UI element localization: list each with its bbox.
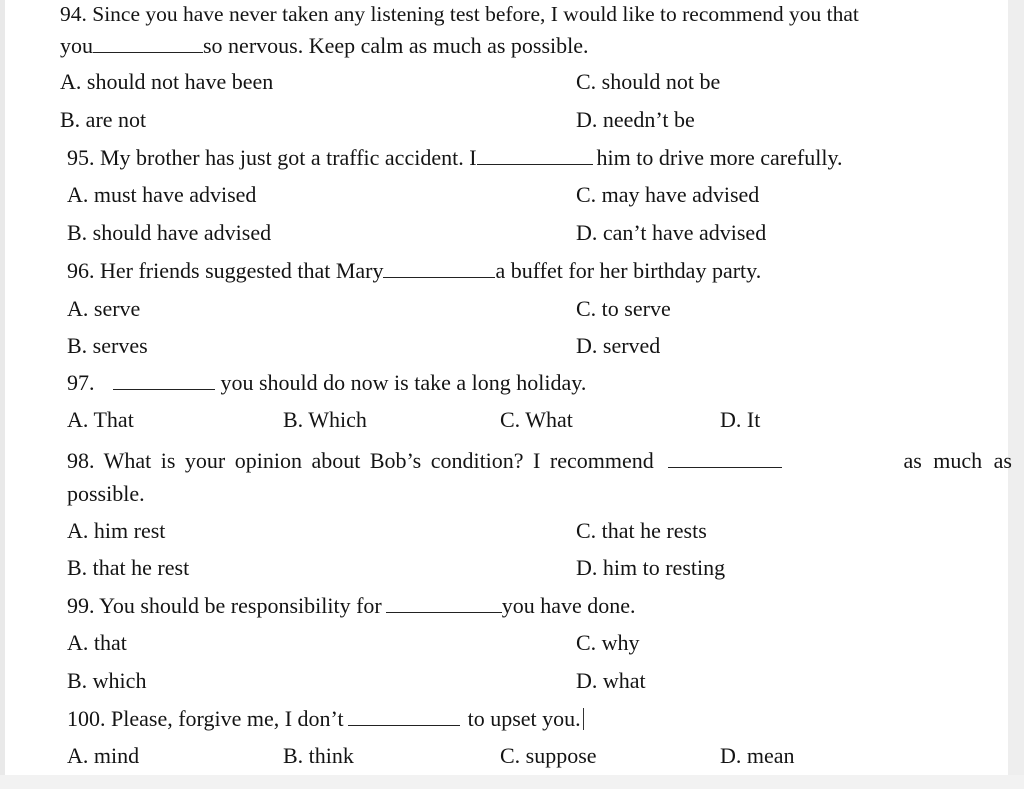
q94-option-d[interactable]: D. needn’t be xyxy=(576,107,695,132)
q96-stem xyxy=(67,258,761,284)
q97-stem xyxy=(67,370,586,396)
q98-option-d[interactable]: D. him to resting xyxy=(576,555,726,580)
q94-stem-line2 xyxy=(60,33,589,59)
q95-option-a[interactable]: A. must have advised xyxy=(67,182,257,207)
q94-stem-line1: 94. Since you have never taken any listening test before, I would like to recommend you that xyxy=(60,2,859,26)
q95-option-d[interactable]: D. can’t have advised xyxy=(576,220,767,245)
q100-option-d[interactable]: D. mean xyxy=(720,743,795,768)
q97-option-b[interactable]: B. Which xyxy=(283,407,367,432)
q95-stem-before: 95. My brother has just got a traffic accident. I xyxy=(67,145,477,170)
left-edge-shadow xyxy=(0,0,5,789)
q99-answer-blank[interactable] xyxy=(386,594,502,613)
q96-option-d[interactable]: D. served xyxy=(576,333,661,358)
q96-stem-before: 96. Her friends suggested that Mary xyxy=(67,258,384,283)
q100-option-c[interactable]: C. suppose xyxy=(500,743,597,768)
q95-stem-after: him to drive more carefully. xyxy=(596,145,843,170)
q97-option-c[interactable]: C. What xyxy=(500,407,573,432)
q94-answer-blank[interactable] xyxy=(93,34,203,53)
q97-stem-before: 97. xyxy=(67,370,95,395)
q99-option-c[interactable]: C. why xyxy=(576,630,640,655)
q95-option-b[interactable]: B. should have advised xyxy=(67,220,272,245)
q94-option-a[interactable]: A. should not have been xyxy=(60,69,274,94)
q95-stem xyxy=(67,145,843,171)
q99-option-a[interactable]: A. that xyxy=(67,630,127,655)
q100-option-a[interactable]: A. mind xyxy=(67,743,140,768)
q100-stem-before: 100. Please, forgive me, I don’t xyxy=(67,706,344,731)
q98-option-c[interactable]: C. that he rests xyxy=(576,518,707,543)
q94-stem-after: so nervous. Keep calm as much as possible. xyxy=(203,33,589,58)
q96-option-b[interactable]: B. serves xyxy=(67,333,148,358)
q100-option-b[interactable]: B. think xyxy=(283,743,354,768)
q95-option-c[interactable]: C. may have advised xyxy=(576,182,760,207)
q94-option-c[interactable]: C. should not be xyxy=(576,69,721,94)
q96-option-c[interactable]: C. to serve xyxy=(576,296,671,321)
q96-option-a[interactable]: A. serve xyxy=(67,296,141,321)
bottom-edge-shadow xyxy=(0,775,1024,789)
q99-stem xyxy=(67,593,636,619)
q94-stem-before: you xyxy=(60,33,93,58)
q96-stem-after: a buffet for her birthday party. xyxy=(495,258,762,283)
q98-stem-line1 xyxy=(67,448,1012,474)
q98-answer-blank[interactable] xyxy=(668,449,782,468)
q98-option-b[interactable]: B. that he rest xyxy=(67,555,190,580)
q98-stem-line2: possible. xyxy=(67,481,145,506)
q98-option-a[interactable]: A. him rest xyxy=(67,518,166,543)
q99-stem-after: you have done. xyxy=(501,593,636,618)
q100-stem-after: to upset you. xyxy=(467,706,581,731)
q97-option-d[interactable]: D. It xyxy=(720,407,761,432)
q97-option-a[interactable]: A. That xyxy=(67,407,134,432)
q98-stem-before: 98. What is your opinion about Bob’s condition? I recommend xyxy=(67,448,654,473)
q97-stem-after: you should do now is take a long holiday. xyxy=(220,370,587,395)
q99-option-b[interactable]: B. which xyxy=(67,668,147,693)
text-cursor xyxy=(583,708,584,730)
q95-answer-blank[interactable] xyxy=(477,146,593,165)
q100-stem xyxy=(67,706,584,732)
q97-answer-blank[interactable] xyxy=(113,371,215,390)
q98-stem-after: as much as xyxy=(903,448,1012,473)
q100-answer-blank[interactable] xyxy=(348,707,460,726)
q99-stem-before: 99. You should be responsibility for xyxy=(67,593,382,618)
q96-answer-blank[interactable] xyxy=(383,259,495,278)
q99-option-d[interactable]: D. what xyxy=(576,668,646,693)
right-edge-shadow xyxy=(1008,0,1024,789)
q94-option-b[interactable]: B. are not xyxy=(60,107,147,132)
